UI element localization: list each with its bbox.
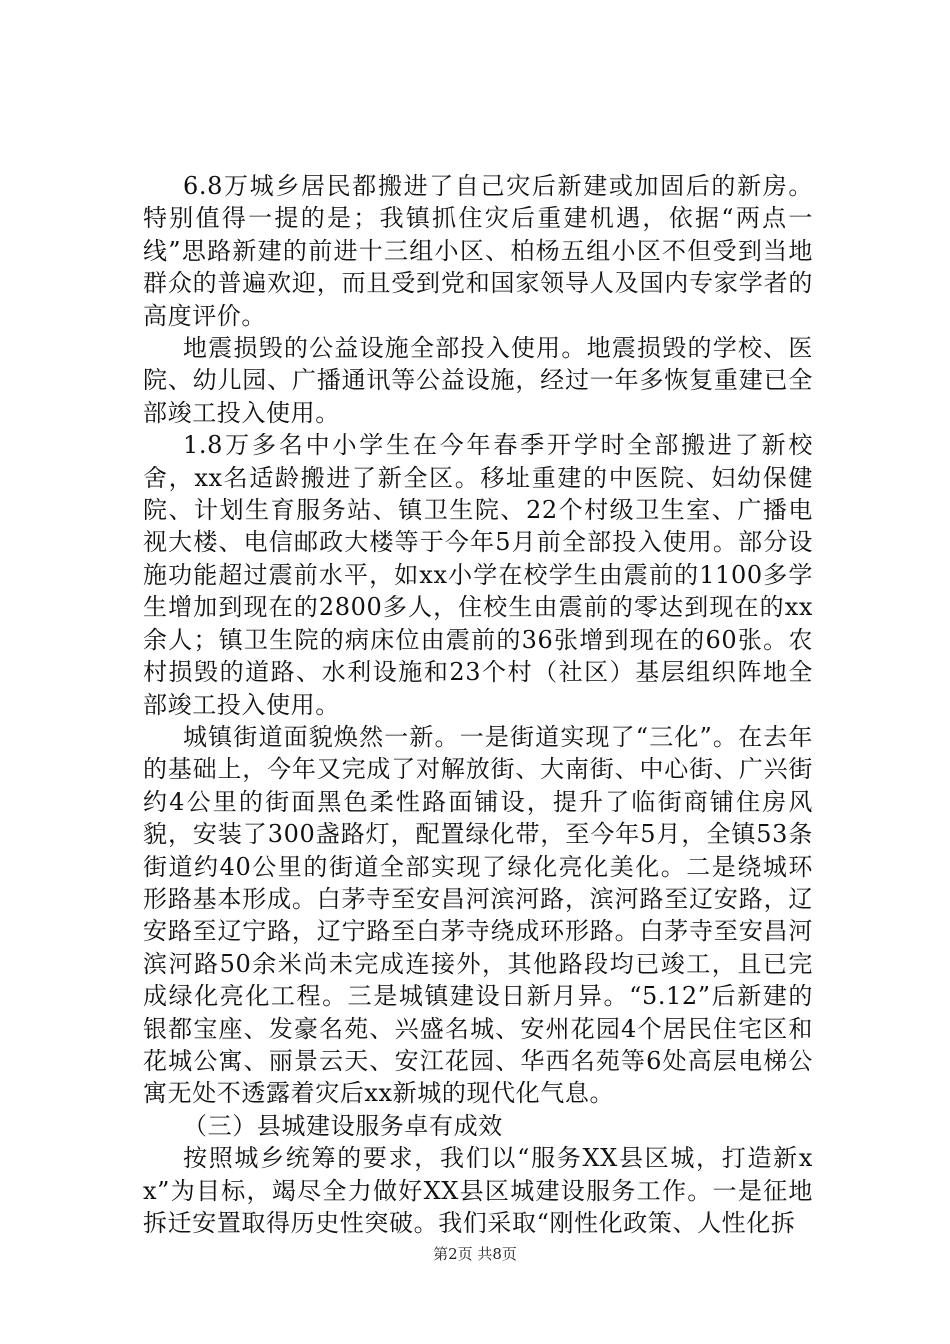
document-body <box>143 170 813 1239</box>
paragraph: 1.8万多名中小学生在今年春季开学时全部搬进了新校舍，xx名适龄搬进了新全区。移址重建的中医院、妇幼保健院、计划生育服务站、镇卫生院、22个村级卫生室、广播电视大楼、电信邮政大楼等于今年5月前全部投入使用。部分设施功能超过震前水平，如xx小学在校学生由震前的1100多学生增加到现在的2800多人，住校生由震前的零达到现在的xx余人；镇卫生院的病床位由震前的36张增到现在的60张。农村损毁的道路、水利设施和23个村（社区）基层组织阵地全部竣工投入使用。 <box>143 431 813 719</box>
page-number-footer: 第2页 共8页 <box>433 1245 517 1263</box>
paragraph: 地震损毁的公益设施全部投入使用。地震损毁的学校、医院、幼儿园、广播通讯等公益设施，经过一年多恢复重建已全部竣工投入使用。 <box>143 334 813 427</box>
section-heading: （三）县城建设服务卓有成效 <box>183 1111 503 1140</box>
paragraph: 按照城乡统筹的要求，我们以“服务XX县区城，打造新xx”为目标，竭尽全力做好XX县区城建设服务工作。一是征地拆迁安置取得历史性突破。我们采取“刚性化政策、人性化拆 <box>143 1144 813 1237</box>
paragraph: 6.8万城乡居民都搬进了自己灾后新建或加固后的新房。特别值得一提的是；我镇抓住灾后重建机遇，依据“两点一线”思路新建的前进十三组小区、柏杨五组小区不但受到当地群众的普遍欢迎，而且受到党和国家领导人及国内专家学者的高度评价。 <box>143 172 813 330</box>
paragraph: 城镇街道面貌焕然一新。一是街道实现了“三化”。在去年的基础上，今年又完成了对解放街、大南街、中心街、广兴街约4公里的街面黑色柔性路面铺设，提升了临街商铺住房风貌，安装了300盏路灯，配置绿化带，至今年5月，全镇53条街道约40公里的街道全部实现了绿化亮化美化。二是绕城环形路基本形成。白茅寺至安昌河滨河路，滨河路至辽安路，辽安路至辽宁路，辽宁路至白茅寺绕成环形路。白茅寺至安昌河滨河路50余米尚未完成连接外，其他路段均已竣工，且已完成绿化亮化工程。三是城镇建设日新月异。“5.12”后新建的银都宝座、发豪名苑、兴盛名城、安州花园4个居民住宅区和花城公寓、丽景云天、安江花园、华西名苑等6处高层电梯公寓无处不透露着灾后xx新城的现代化气息。 <box>143 722 813 1108</box>
